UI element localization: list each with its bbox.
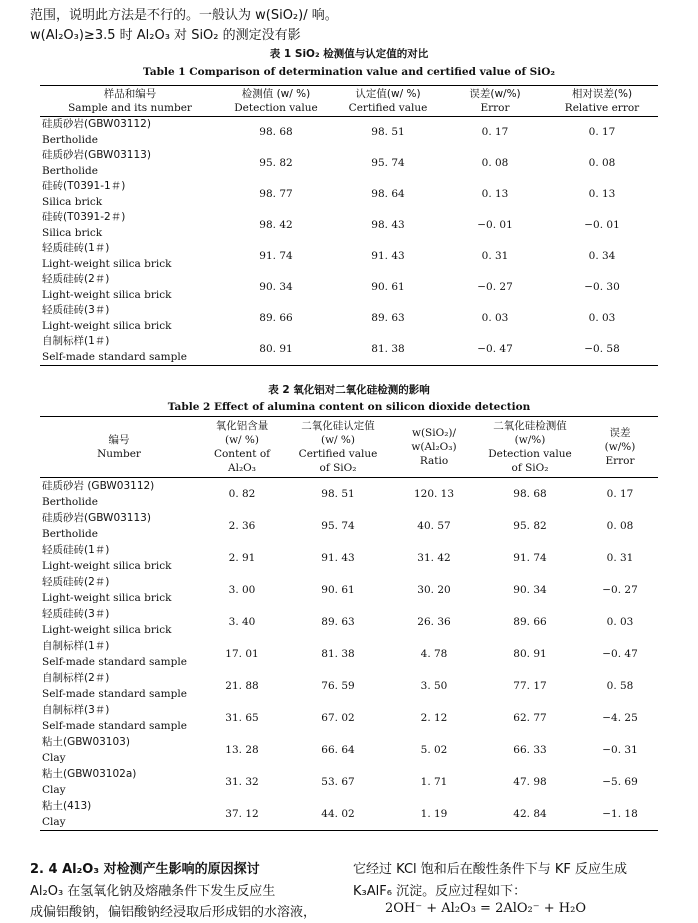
table2-al2o3-cell: 0. 82 [228, 488, 256, 500]
table2-sample-name-en: Bertholide [42, 528, 98, 540]
table2-ratio-cell: 31. 42 [417, 552, 451, 564]
table2-al2o3-cell: 37. 12 [198, 798, 286, 831]
table2-detection-cell: 91. 74 [513, 552, 547, 564]
table2-ratio-cell: 1. 19 [390, 798, 478, 831]
table1-sample-name-zh: 轻质硅砖(2＃) [42, 273, 110, 285]
table2-sample-name [40, 478, 198, 511]
table2-ratio-cell: 40. 57 [417, 520, 451, 532]
table2-detection-cell: 89. 66 [513, 616, 547, 628]
table2-sample-name [40, 766, 198, 798]
table2-sample-name-en: Light-weight silica brick [42, 624, 172, 636]
table2-sample-name-zh: 粘土(GBW03102a) [42, 768, 137, 780]
table2-sample-name [40, 542, 198, 574]
table2-error-cell: −0. 31 [602, 744, 638, 756]
table2-header-al2o3: 氧化铝含量 (w/ %) Content of Al₂O₃ [198, 417, 286, 478]
table1-relative-cell: 0. 34 [588, 249, 616, 262]
table2-al2o3-cell: 13. 28 [225, 744, 259, 756]
table2-certified-cell: 67. 02 [321, 712, 355, 724]
table2-header-certified: 二氧化硅认定值 (w/ %) Certified value of SiO₂ [286, 417, 390, 478]
table1-detection-cell: 91. 74 [259, 249, 293, 262]
table2 [40, 416, 658, 831]
table2-al2o3-cell: 2. 36 [228, 520, 256, 532]
table-row [40, 303, 658, 334]
table2-certified-cell: 89. 63 [321, 616, 355, 628]
table1-header-error: 误差(w/%) Error [444, 86, 546, 117]
table1-relative-cell: −0. 30 [584, 280, 620, 293]
table2-ratio-cell: 30. 20 [417, 584, 451, 596]
table1-sample-name [40, 241, 220, 272]
table2-sample-name-en: Self-made standard sample [42, 720, 187, 732]
table2-sample-name-zh: 自制标样(2＃) [42, 672, 110, 684]
table1-detection-cell: 98. 68 [259, 125, 293, 138]
table2-header-ratio: w(SiO₂)/ w(Al₂O₃) Ratio [390, 417, 478, 478]
table1-header-certified: 认定值(w/ %) Certified value [332, 86, 444, 117]
table1-sample-name-en: Light-weight silica brick [42, 319, 172, 332]
table1-sample-name-zh: 硅质砂岩(GBW03112) [42, 118, 151, 130]
table2-ratio-cell: 3. 50 [420, 680, 448, 692]
table2-error-cell: 0. 08 [606, 520, 634, 532]
table1-sample-name-en: Silica brick [42, 226, 103, 239]
table2-al2o3-cell: 31. 32 [225, 776, 259, 788]
table1-relative-cell: −0. 58 [546, 334, 658, 366]
table2-ratio-cell: 2. 12 [420, 712, 448, 724]
table1-error-cell: −0. 27 [477, 280, 513, 293]
table-row [40, 638, 658, 670]
table1-sample-name-en: Light-weight silica brick [42, 288, 172, 301]
table2-detection-cell: 80. 91 [513, 648, 547, 660]
table2-certified-cell: 76. 59 [321, 680, 355, 692]
table1-certified-cell: 90. 61 [371, 280, 405, 293]
table2-error-cell: −5. 69 [602, 776, 638, 788]
table2-detection-cell: 42. 84 [478, 798, 582, 831]
table-row [40, 334, 658, 366]
table1-certified-cell: 95. 74 [371, 156, 405, 169]
table-row [40, 117, 658, 149]
table1-certified-cell: 91. 43 [371, 249, 405, 262]
table2-sample-name-en: Self-made standard sample [42, 688, 187, 700]
table1-error-cell: 0. 13 [481, 187, 509, 200]
table1-sample-name [40, 148, 220, 179]
body-left-line-2: 成偏铝酸钠，偏铝酸钠经浸取后形成铝的水溶液， [30, 905, 317, 920]
table1-relative-cell: 0. 03 [588, 311, 616, 324]
table1-certified-cell: 98. 43 [371, 218, 405, 231]
table2-ratio-cell: 1. 71 [420, 776, 448, 788]
table1-sample-name-zh: 硅砖(T0391-1＃) [42, 180, 126, 192]
table2-error-cell: 0. 03 [606, 616, 634, 628]
table-row [40, 478, 658, 511]
table2-sample-name [40, 702, 198, 734]
table2-sample-name-en: Clay [42, 752, 66, 764]
table1-certified-cell: 81. 38 [332, 334, 444, 366]
table-row [40, 606, 658, 638]
table-row [40, 510, 658, 542]
table2-sample-name-en: Self-made standard sample [42, 656, 187, 668]
table2-sample-name-en: Clay [42, 784, 66, 796]
table1-certified-cell: 98. 64 [371, 187, 405, 200]
table2-ratio-cell: 120. 13 [413, 488, 455, 500]
table1-certified-cell: 98. 51 [371, 125, 405, 138]
table-row [40, 702, 658, 734]
reaction-equation: 2OH⁻ + Al₂O₃ = 2AlO₂⁻ + H₂O [385, 901, 586, 916]
table2-error-cell: 0. 58 [606, 680, 634, 692]
table1-caption-en: Table 1 Comparison of determination value and certified value of SiO₂ [143, 66, 555, 78]
table2-sample-name [40, 574, 198, 606]
body-right-line-1: 它经过 KCl 饱和后在酸性条件下与 KF 反应生成 [353, 862, 628, 877]
table2-ratio-cell: 26. 36 [417, 616, 451, 628]
table2-sample-name-en: Clay [42, 816, 66, 828]
body-right-line-2: K₃AlF₆ 沉淀。反应过程如下： [353, 884, 527, 899]
table2-sample-name [40, 510, 198, 542]
table1-detection-cell: 98. 42 [259, 218, 293, 231]
table1-sample-name-en: Silica brick [42, 195, 103, 208]
table-row [40, 574, 658, 606]
table1-sample-name-en: Bertholide [42, 164, 98, 177]
table-row [40, 798, 658, 831]
table1-caption-zh: 表 1 SiO₂ 检测值与认定值的对比 [269, 48, 429, 60]
table1-sample-name [40, 272, 220, 303]
intro-line-2: w(Al₂O₃)≥3.5 时 Al₂O₃ 对 SiO₂ 的测定没有影 [30, 28, 301, 43]
table-row [40, 241, 658, 272]
table2-detection-cell: 98. 68 [513, 488, 547, 500]
table2-sample-name-zh: 轻质硅砖(3＃) [42, 608, 110, 620]
table-row [40, 734, 658, 766]
table1-detection-cell: 95. 82 [259, 156, 293, 169]
table2-al2o3-cell: 31. 65 [225, 712, 259, 724]
table2-header-error: 误差 (w/%) Error [582, 417, 658, 478]
table2-sample-name-zh: 轻质硅砖(2＃) [42, 576, 110, 588]
table2-sample-name-zh: 自制标样(3＃) [42, 704, 110, 716]
table-row [40, 148, 658, 179]
table-row [40, 272, 658, 303]
table2-error-cell: −0. 27 [602, 584, 638, 596]
table2-sample-name-zh: 自制标样(1＃) [42, 640, 110, 652]
table2-certified-cell: 66. 64 [321, 744, 355, 756]
table2-sample-name-en: Light-weight silica brick [42, 560, 172, 572]
table2-sample-name-zh: 轻质硅砖(1＃) [42, 544, 110, 556]
table1-sample-name [40, 179, 220, 210]
table1-relative-cell: −0. 01 [584, 218, 620, 231]
table2-error-cell: 0. 17 [606, 488, 634, 500]
table1-certified-cell: 89. 63 [371, 311, 405, 324]
table2-certified-cell: 91. 43 [321, 552, 355, 564]
table1-error-cell: −0. 01 [477, 218, 513, 231]
table2-certified-cell: 53. 67 [321, 776, 355, 788]
table1-error-cell: −0. 47 [444, 334, 546, 366]
table2-certified-cell: 90. 61 [321, 584, 355, 596]
table1-header-sample: 样品和编号 Sample and its number [40, 86, 220, 117]
table2-caption-zh: 表 2 氧化铝对二氧化硅检测的影响 [268, 384, 430, 396]
table1-error-cell: 0. 17 [481, 125, 509, 138]
table2-header-row [40, 417, 658, 478]
table2-al2o3-cell: 3. 00 [228, 584, 256, 596]
table2-error-cell: −4. 25 [602, 712, 638, 724]
table1 [40, 85, 658, 366]
table1-relative-cell: 0. 08 [588, 156, 616, 169]
table2-ratio-cell: 4. 78 [420, 648, 448, 660]
table1-error-cell: 0. 31 [481, 249, 509, 262]
table2-sample-name [40, 670, 198, 702]
table2-detection-cell: 66. 33 [513, 744, 547, 756]
table2-error-cell: −0. 47 [602, 648, 638, 660]
table1-header-detection: 检测值 (w/ %) Detection value [220, 86, 332, 117]
table2-sample-name-zh: 粘土(413) [42, 800, 92, 812]
table1-detection-cell: 90. 34 [259, 280, 293, 293]
table1-header-row [40, 86, 658, 117]
table1-sample-name-en: Self-made standard sample [42, 350, 187, 363]
table1-sample-name-zh: 自制标样(1＃) [42, 335, 110, 347]
table2-detection-cell: 95. 82 [513, 520, 547, 532]
table2-certified-cell: 95. 74 [321, 520, 355, 532]
table2-detection-cell: 77. 17 [513, 680, 547, 692]
table2-certified-cell: 81. 38 [321, 648, 355, 660]
table1-sample-name [40, 117, 220, 149]
table-row [40, 766, 658, 798]
table1-sample-name-zh: 轻质硅砖(3＃) [42, 304, 110, 316]
table2-sample-name [40, 638, 198, 670]
table1-detection-cell: 80. 91 [220, 334, 332, 366]
table1-error-cell: 0. 08 [481, 156, 509, 169]
table1-sample-name [40, 334, 220, 366]
table2-al2o3-cell: 21. 88 [225, 680, 259, 692]
table2-certified-cell: 44. 02 [286, 798, 390, 831]
table2-certified-cell: 98. 51 [321, 488, 355, 500]
body-left-line-1: Al₂O₃ 在氢氧化钠及熔融条件下发生反应生 [30, 884, 276, 899]
table2-al2o3-cell: 3. 40 [228, 616, 256, 628]
table2-ratio-cell: 5. 02 [420, 744, 448, 756]
table2-sample-name-zh: 粘土(GBW03103) [42, 736, 130, 748]
table1-sample-name-en: Bertholide [42, 133, 98, 146]
table2-caption-en: Table 2 Effect of alumina content on silicon dioxide detection [167, 401, 531, 413]
table1-sample-name-zh: 硅砖(T0391-2＃) [42, 211, 126, 223]
table2-error-cell: −1. 18 [582, 798, 658, 831]
table1-relative-cell: 0. 17 [588, 125, 616, 138]
table2-sample-name [40, 606, 198, 638]
table2-sample-name-zh: 硅质砂岩 (GBW03112) [42, 480, 155, 492]
table2-sample-name-en: Bertholide [42, 496, 98, 508]
table-row [40, 210, 658, 241]
section-heading: 2. 4 Al₂O₃ 对检测产生影响的原因探讨 [30, 862, 260, 877]
table1-sample-name [40, 210, 220, 241]
table2-al2o3-cell: 2. 91 [228, 552, 256, 564]
table2-header-detection: 二氧化硅检测值 (w/%) Detection value of SiO₂ [478, 417, 582, 478]
table1-relative-cell: 0. 13 [588, 187, 616, 200]
table1-sample-name-zh: 硅质砂岩(GBW03113) [42, 149, 151, 161]
table1-header-relative: 相对误差(%) Relative error [546, 86, 658, 117]
table-row [40, 670, 658, 702]
table2-sample-name-en: Light-weight silica brick [42, 592, 172, 604]
table2-header-number: 编号 Number [40, 417, 198, 478]
table2-sample-name [40, 798, 198, 831]
table2-detection-cell: 90. 34 [513, 584, 547, 596]
table-row [40, 542, 658, 574]
table1-error-cell: 0. 03 [481, 311, 509, 324]
table2-error-cell: 0. 31 [606, 552, 634, 564]
table2-detection-cell: 62. 77 [513, 712, 547, 724]
table2-al2o3-cell: 17. 01 [225, 648, 259, 660]
table1-detection-cell: 98. 77 [259, 187, 293, 200]
table1-sample-name-zh: 轻质硅砖(1＃) [42, 242, 110, 254]
table1-sample-name [40, 303, 220, 334]
table1-detection-cell: 89. 66 [259, 311, 293, 324]
table1-sample-name-en: Light-weight silica brick [42, 257, 172, 270]
table2-sample-name-zh: 硅质砂岩(GBW03113) [42, 512, 151, 524]
table2-sample-name [40, 734, 198, 766]
intro-line-1: 范围，说明此方法是不行的。一般认为 w(SiO₂)/ 响。 [30, 8, 338, 23]
table2-detection-cell: 47. 98 [513, 776, 547, 788]
table-row [40, 179, 658, 210]
